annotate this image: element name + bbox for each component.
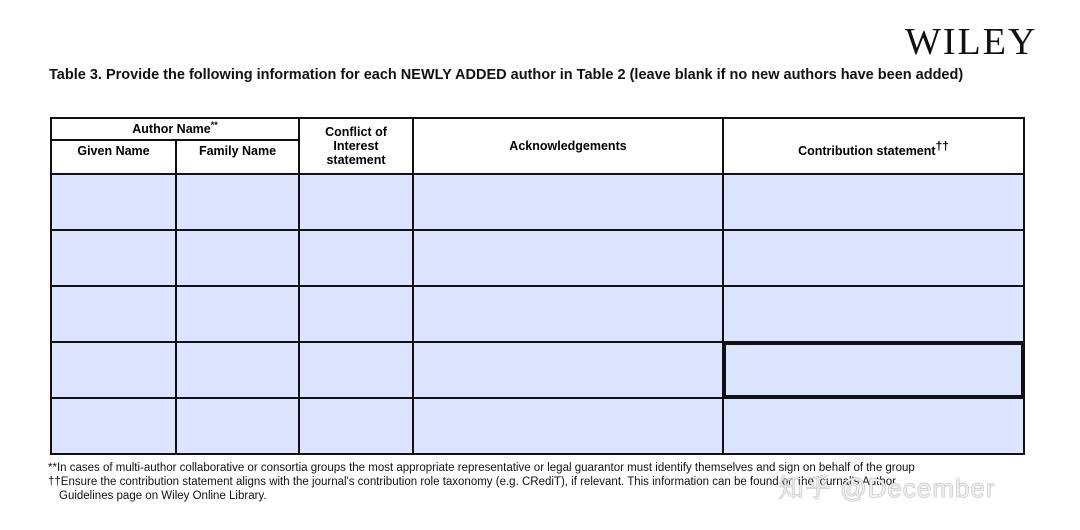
footnote-author-name: **In cases of multi-author collaborative or consortia groups the most appropriate representative or legal guarantor must identify themselves and sign on behalf of the group (48, 462, 915, 474)
table-row (51, 286, 1024, 342)
watermark: 知乎 @December (778, 473, 996, 503)
contribution-header-label: Contribution statement (798, 144, 936, 158)
given-name-field[interactable] (51, 230, 176, 286)
author-name-header-label: Author Name (132, 122, 211, 136)
contribution-footnote-mark: †† (935, 138, 949, 153)
acknowledgements-field[interactable] (413, 398, 723, 454)
acknowledgements-field[interactable] (413, 286, 723, 342)
given-name-field[interactable] (51, 286, 176, 342)
conflict-header-line2: Interest (333, 139, 379, 153)
family-name-field[interactable] (176, 342, 299, 398)
given-name-field[interactable] (51, 342, 176, 398)
conflict-of-interest-field[interactable] (299, 286, 413, 342)
author-name-header (51, 118, 299, 140)
wiley-logo: WILEY (905, 21, 1038, 63)
conflict-of-interest-header (299, 118, 413, 174)
family-name-field[interactable] (176, 174, 299, 230)
contribution-statement-field[interactable] (723, 342, 1024, 398)
family-name-field[interactable] (176, 230, 299, 286)
contribution-statement-field[interactable] (723, 230, 1024, 286)
footnote-contribution: ††Ensure the contribution statement aligns with the journal's contribution role taxonomy (e.g. CRediT), if relevant. This information can be found on the journal's Author (48, 476, 896, 488)
contribution-statement-field[interactable] (723, 398, 1024, 454)
conflict-of-interest-field[interactable] (299, 398, 413, 454)
family-name-field[interactable] (176, 286, 299, 342)
acknowledgements-field[interactable] (413, 230, 723, 286)
conflict-header-line1: Conflict of (325, 125, 387, 139)
conflict-header-line3: statement (326, 153, 386, 167)
contribution-statement-field[interactable] (723, 286, 1024, 342)
given-name-field[interactable] (51, 398, 176, 454)
contribution-statement-header (723, 118, 1024, 174)
acknowledgements-field[interactable] (413, 174, 723, 230)
acknowledgements-field[interactable] (413, 342, 723, 398)
contribution-statement-field[interactable] (723, 174, 1024, 230)
conflict-of-interest-field[interactable] (299, 342, 413, 398)
table-row (51, 398, 1024, 454)
given-name-field[interactable] (51, 174, 176, 230)
conflict-of-interest-field[interactable] (299, 230, 413, 286)
family-name-header: Family Name (176, 140, 299, 174)
given-name-header: Given Name (51, 140, 176, 174)
author-name-footnote-mark: ** (210, 119, 218, 130)
table-title: Table 3. Provide the following information for each NEWLY ADDED author in Table 2 (leave blank if no new authors have been added) (49, 67, 964, 83)
new-authors-table (50, 117, 1025, 455)
family-name-field[interactable] (176, 398, 299, 454)
acknowledgements-header: Acknowledgements (413, 118, 723, 174)
table-row (51, 230, 1024, 286)
table-row (51, 174, 1024, 230)
table-row (51, 342, 1024, 398)
conflict-of-interest-field[interactable] (299, 174, 413, 230)
footnote-contribution-continued: Guidelines page on Wiley Online Library. (59, 490, 267, 502)
